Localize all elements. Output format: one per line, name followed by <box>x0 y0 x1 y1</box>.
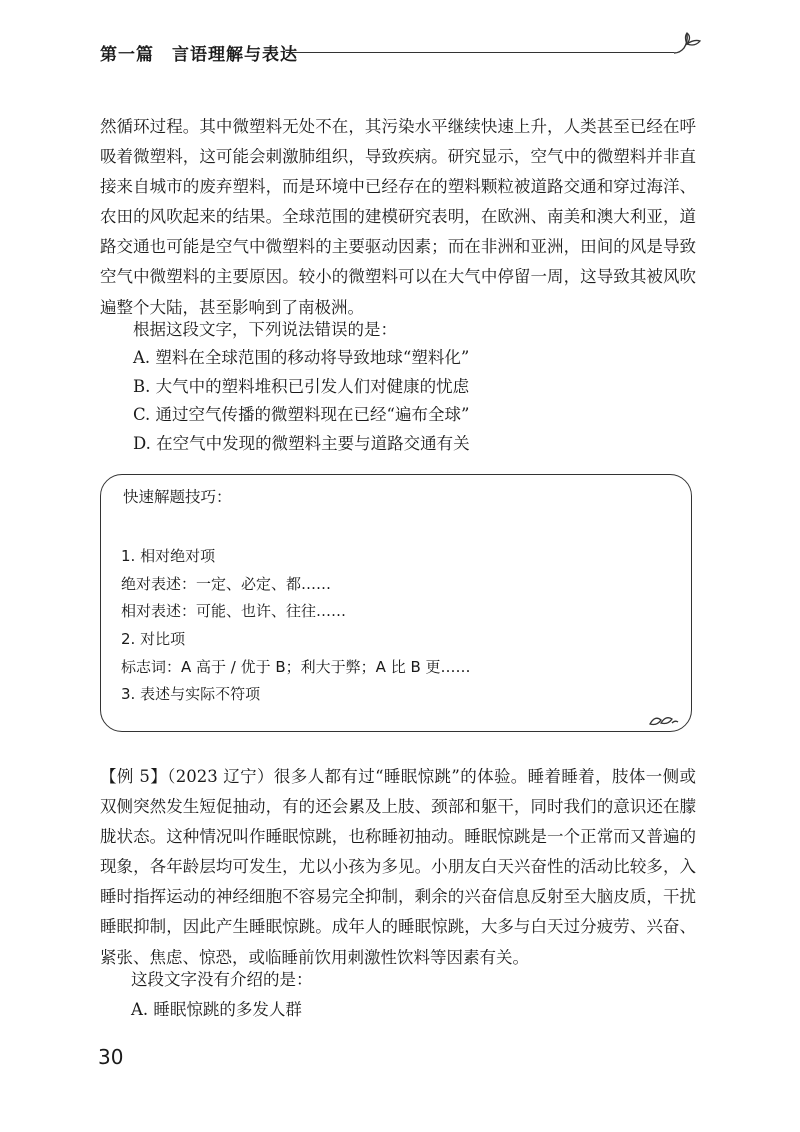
tip-line: 1. 相对绝对项 <box>121 547 216 565</box>
example-paragraph: 【例 5】（2023 辽宁）很多人都有过“睡眠惊跳”的体验。睡着睡着，肢体一侧或双侧突然发生短促抽动，有的还会累及上肢、颈部和躯干，同时我们的意识还在朦胧状态。这种情况叫作睡眠惊跳，也称睡初抽动。睡眠惊跳是一个正常而又普遍的现象，各年龄层均可发生，尤以小孩为多见。小朋友白天兴奋性的活动比较多，入睡时指挥运动的神经细胞不容易完全抑制，剩余的兴奋信息反射至大脑皮质，干扰睡眠抑制，因此产生睡眠惊跳。成年人的睡眠惊跳，大多与白天过分疲劳、兴奋、紧张、焦虑、惊恐，或临睡前饮用刺激性饮料等因素有关。 <box>100 767 696 967</box>
tip-line: 3. 表述与实际不符项 <box>121 685 261 703</box>
tip-line: 绝对表述：一定、必定、都…… <box>121 575 332 593</box>
sprout-icon <box>647 711 681 729</box>
tips-title: 快速解题技巧： <box>123 488 232 506</box>
running-header <box>100 30 705 70</box>
option-c: C. 通过空气传播的微塑料现在已经“遍布全球” <box>133 405 470 424</box>
option-a: A. 睡眠惊跳的多发人群 <box>131 1000 302 1019</box>
option-b: B. 大气中的塑料堆积已引发人们对健康的忧虑 <box>133 377 470 396</box>
option-d: D. 在空气中发现的微塑料主要与道路交通有关 <box>133 434 470 453</box>
question-stem: 这段文字没有介绍的是： <box>131 970 313 989</box>
tips-box <box>100 474 692 732</box>
question-stem: 根据这段文字，下列说法错误的是： <box>133 320 397 339</box>
passage-paragraph: 然循环过程。其中微塑料无处不在，其污染水平继续快速上升，人类甚至已经在呼吸着微塑料，这可能会刺激肺组织，导致疾病。研究显示，空气中的微塑料并非直接来自城市的废弃塑料，而是环境中已经存在的塑料颗粒被道路交通和穿过海洋、农田的风吹起来的结果。全球范围的建模研究表明，在欧洲、南美和澳大利亚，道路交通也可能是空气中微塑料的主要驱动因素；而在非洲和亚洲，田间的风是导致空气中微塑料的主要原因。较小的微塑料可以在大气中停留一周，这导致其被风吹遍整个大陆，甚至影响到了南极洲。 <box>100 117 696 317</box>
tip-line: 标志词：A 高于 / 优于 B；利大于弊；A 比 B 更…… <box>121 658 471 676</box>
page-number: 30 <box>98 1045 124 1069</box>
sprout-icon <box>670 30 704 62</box>
tip-line: 2. 对比项 <box>121 630 186 648</box>
header-rule <box>286 52 674 53</box>
option-a: A. 塑料在全球范围的移动将导致地球“塑料化” <box>133 348 470 367</box>
tip-line: 相对表述：可能、也许、往往…… <box>121 602 347 620</box>
chapter-title: 第一篇 言语理解与表达 <box>100 45 298 65</box>
